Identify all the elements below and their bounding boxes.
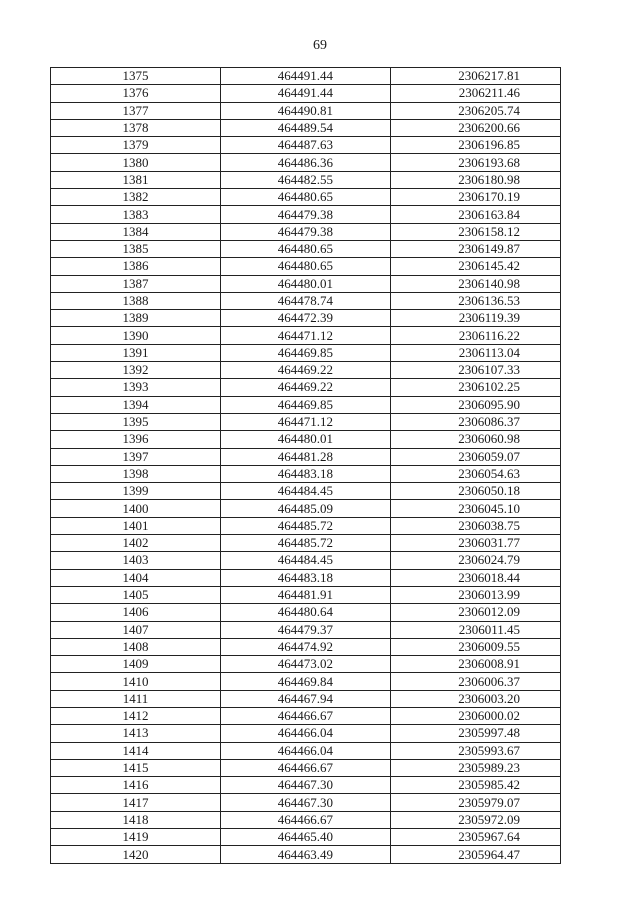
x-coordinate-cell: 464466.67	[221, 759, 391, 776]
x-coordinate-cell: 464491.44	[221, 68, 391, 85]
table-row	[51, 604, 561, 621]
y-coordinate-cell: 2306009.55	[391, 638, 561, 655]
point-number-cell: 1412	[51, 707, 221, 724]
y-coordinate-cell: 2306211.46	[391, 85, 561, 102]
point-number-cell: 1379	[51, 137, 221, 154]
table-row	[51, 431, 561, 448]
point-number-cell: 1384	[51, 223, 221, 240]
y-coordinate-cell: 2306059.07	[391, 448, 561, 465]
point-number-cell: 1386	[51, 258, 221, 275]
x-coordinate-cell: 464480.65	[221, 189, 391, 206]
table-row	[51, 258, 561, 275]
table-row	[51, 777, 561, 794]
x-coordinate-cell: 464484.45	[221, 483, 391, 500]
x-coordinate-cell: 464483.18	[221, 569, 391, 586]
point-number-cell: 1402	[51, 535, 221, 552]
table-row	[51, 362, 561, 379]
x-coordinate-cell: 464482.55	[221, 171, 391, 188]
point-number-cell: 1400	[51, 500, 221, 517]
x-coordinate-cell: 464471.12	[221, 413, 391, 430]
point-number-cell: 1406	[51, 604, 221, 621]
table-row	[51, 171, 561, 188]
point-number-cell: 1398	[51, 465, 221, 482]
y-coordinate-cell: 2306116.22	[391, 327, 561, 344]
point-number-cell: 1388	[51, 292, 221, 309]
x-coordinate-cell: 464485.72	[221, 535, 391, 552]
table-row	[51, 344, 561, 361]
point-number-cell: 1395	[51, 413, 221, 430]
point-number-cell: 1407	[51, 621, 221, 638]
y-coordinate-cell: 2306119.39	[391, 310, 561, 327]
point-number-cell: 1413	[51, 725, 221, 742]
table-row	[51, 240, 561, 257]
y-coordinate-cell: 2306003.20	[391, 690, 561, 707]
table-row	[51, 759, 561, 776]
x-coordinate-cell: 464469.22	[221, 362, 391, 379]
table-row	[51, 638, 561, 655]
y-coordinate-cell: 2306038.75	[391, 517, 561, 534]
point-number-cell: 1376	[51, 85, 221, 102]
coordinates-table	[50, 67, 561, 864]
table-row	[51, 85, 561, 102]
table-row	[51, 379, 561, 396]
x-coordinate-cell: 464480.65	[221, 240, 391, 257]
x-coordinate-cell: 464467.30	[221, 794, 391, 811]
point-number-cell: 1382	[51, 189, 221, 206]
y-coordinate-cell: 2306086.37	[391, 413, 561, 430]
y-coordinate-cell: 2306006.37	[391, 673, 561, 690]
point-number-cell: 1391	[51, 344, 221, 361]
point-number-cell: 1381	[51, 171, 221, 188]
y-coordinate-cell: 2306018.44	[391, 569, 561, 586]
y-coordinate-cell: 2306024.79	[391, 552, 561, 569]
table-row	[51, 189, 561, 206]
y-coordinate-cell: 2306008.91	[391, 656, 561, 673]
x-coordinate-cell: 464467.94	[221, 690, 391, 707]
y-coordinate-cell: 2306217.81	[391, 68, 561, 85]
y-coordinate-cell: 2306196.85	[391, 137, 561, 154]
x-coordinate-cell: 464474.92	[221, 638, 391, 655]
point-number-cell: 1377	[51, 102, 221, 119]
x-coordinate-cell: 464479.38	[221, 223, 391, 240]
point-number-cell: 1378	[51, 119, 221, 136]
x-coordinate-cell: 464465.40	[221, 829, 391, 846]
x-coordinate-cell: 464469.22	[221, 379, 391, 396]
x-coordinate-cell: 464485.72	[221, 517, 391, 534]
table-row	[51, 500, 561, 517]
x-coordinate-cell: 464478.74	[221, 292, 391, 309]
table-row	[51, 829, 561, 846]
table-row	[51, 690, 561, 707]
x-coordinate-cell: 464480.64	[221, 604, 391, 621]
table-row	[51, 621, 561, 638]
point-number-cell: 1416	[51, 777, 221, 794]
point-number-cell: 1393	[51, 379, 221, 396]
y-coordinate-cell: 2305997.48	[391, 725, 561, 742]
table-row	[51, 656, 561, 673]
x-coordinate-cell: 464466.67	[221, 707, 391, 724]
point-number-cell: 1390	[51, 327, 221, 344]
x-coordinate-cell: 464483.18	[221, 465, 391, 482]
x-coordinate-cell: 464463.49	[221, 846, 391, 863]
point-number-cell: 1419	[51, 829, 221, 846]
table-row	[51, 119, 561, 136]
point-number-cell: 1396	[51, 431, 221, 448]
table-row	[51, 448, 561, 465]
table-row	[51, 154, 561, 171]
y-coordinate-cell: 2306205.74	[391, 102, 561, 119]
x-coordinate-cell: 464469.85	[221, 396, 391, 413]
table-row	[51, 794, 561, 811]
table-row	[51, 465, 561, 482]
y-coordinate-cell: 2305989.23	[391, 759, 561, 776]
point-number-cell: 1415	[51, 759, 221, 776]
point-number-cell: 1410	[51, 673, 221, 690]
y-coordinate-cell: 2305993.67	[391, 742, 561, 759]
point-number-cell: 1392	[51, 362, 221, 379]
point-number-cell: 1404	[51, 569, 221, 586]
x-coordinate-cell: 464466.04	[221, 725, 391, 742]
table-row	[51, 517, 561, 534]
x-coordinate-cell: 464481.91	[221, 586, 391, 603]
table-row	[51, 552, 561, 569]
y-coordinate-cell: 2306158.12	[391, 223, 561, 240]
table-row	[51, 811, 561, 828]
x-coordinate-cell: 464481.28	[221, 448, 391, 465]
x-coordinate-cell: 464489.54	[221, 119, 391, 136]
point-number-cell: 1387	[51, 275, 221, 292]
y-coordinate-cell: 2306012.09	[391, 604, 561, 621]
y-coordinate-cell: 2306013.99	[391, 586, 561, 603]
table-row	[51, 206, 561, 223]
table-row	[51, 396, 561, 413]
x-coordinate-cell: 464480.01	[221, 275, 391, 292]
x-coordinate-cell: 464480.01	[221, 431, 391, 448]
table-row	[51, 68, 561, 85]
y-coordinate-cell: 2306000.02	[391, 707, 561, 724]
table-row	[51, 725, 561, 742]
y-coordinate-cell: 2306045.10	[391, 500, 561, 517]
point-number-cell: 1380	[51, 154, 221, 171]
x-coordinate-cell: 464480.65	[221, 258, 391, 275]
y-coordinate-cell: 2306200.66	[391, 119, 561, 136]
point-number-cell: 1383	[51, 206, 221, 223]
x-coordinate-cell: 464487.63	[221, 137, 391, 154]
page-number: 69	[313, 38, 327, 53]
x-coordinate-cell: 464490.81	[221, 102, 391, 119]
point-number-cell: 1408	[51, 638, 221, 655]
x-coordinate-cell: 464466.04	[221, 742, 391, 759]
y-coordinate-cell: 2306136.53	[391, 292, 561, 309]
x-coordinate-cell: 464467.30	[221, 777, 391, 794]
y-coordinate-cell: 2306031.77	[391, 535, 561, 552]
table-row	[51, 327, 561, 344]
table-row	[51, 275, 561, 292]
x-coordinate-cell: 464479.38	[221, 206, 391, 223]
table-row	[51, 673, 561, 690]
x-coordinate-cell: 464484.45	[221, 552, 391, 569]
x-coordinate-cell: 464473.02	[221, 656, 391, 673]
y-coordinate-cell: 2306140.98	[391, 275, 561, 292]
table-row	[51, 223, 561, 240]
table-row	[51, 569, 561, 586]
point-number-cell: 1405	[51, 586, 221, 603]
x-coordinate-cell: 464491.44	[221, 85, 391, 102]
y-coordinate-cell: 2306060.98	[391, 431, 561, 448]
point-number-cell: 1418	[51, 811, 221, 828]
table-row	[51, 742, 561, 759]
table-row	[51, 310, 561, 327]
y-coordinate-cell: 2306113.04	[391, 344, 561, 361]
x-coordinate-cell: 464472.39	[221, 310, 391, 327]
y-coordinate-cell: 2305985.42	[391, 777, 561, 794]
point-number-cell: 1399	[51, 483, 221, 500]
y-coordinate-cell: 2305972.09	[391, 811, 561, 828]
point-number-cell: 1411	[51, 690, 221, 707]
table-row	[51, 586, 561, 603]
point-number-cell: 1385	[51, 240, 221, 257]
x-coordinate-cell: 464466.67	[221, 811, 391, 828]
y-coordinate-cell: 2306011.45	[391, 621, 561, 638]
y-coordinate-cell: 2306102.25	[391, 379, 561, 396]
x-coordinate-cell: 464469.84	[221, 673, 391, 690]
point-number-cell: 1389	[51, 310, 221, 327]
table-row	[51, 535, 561, 552]
point-number-cell: 1414	[51, 742, 221, 759]
y-coordinate-cell: 2306149.87	[391, 240, 561, 257]
x-coordinate-cell: 464471.12	[221, 327, 391, 344]
y-coordinate-cell: 2306170.19	[391, 189, 561, 206]
table-row	[51, 483, 561, 500]
y-coordinate-cell: 2306145.42	[391, 258, 561, 275]
table-row	[51, 292, 561, 309]
x-coordinate-cell: 464486.36	[221, 154, 391, 171]
point-number-cell: 1394	[51, 396, 221, 413]
y-coordinate-cell: 2306180.98	[391, 171, 561, 188]
y-coordinate-cell: 2306095.90	[391, 396, 561, 413]
table-row	[51, 707, 561, 724]
y-coordinate-cell: 2305964.47	[391, 846, 561, 863]
point-number-cell: 1409	[51, 656, 221, 673]
y-coordinate-cell: 2305979.07	[391, 794, 561, 811]
table-row	[51, 137, 561, 154]
point-number-cell: 1397	[51, 448, 221, 465]
table-row	[51, 413, 561, 430]
point-number-cell: 1401	[51, 517, 221, 534]
y-coordinate-cell: 2306193.68	[391, 154, 561, 171]
y-coordinate-cell: 2306107.33	[391, 362, 561, 379]
point-number-cell: 1417	[51, 794, 221, 811]
x-coordinate-cell: 464479.37	[221, 621, 391, 638]
x-coordinate-cell: 464469.85	[221, 344, 391, 361]
point-number-cell: 1375	[51, 68, 221, 85]
point-number-cell: 1420	[51, 846, 221, 863]
coordinates-table-body	[51, 68, 561, 864]
table-row	[51, 846, 561, 863]
y-coordinate-cell: 2306050.18	[391, 483, 561, 500]
y-coordinate-cell: 2306054.63	[391, 465, 561, 482]
point-number-cell: 1403	[51, 552, 221, 569]
y-coordinate-cell: 2306163.84	[391, 206, 561, 223]
table-row	[51, 102, 561, 119]
y-coordinate-cell: 2305967.64	[391, 829, 561, 846]
x-coordinate-cell: 464485.09	[221, 500, 391, 517]
